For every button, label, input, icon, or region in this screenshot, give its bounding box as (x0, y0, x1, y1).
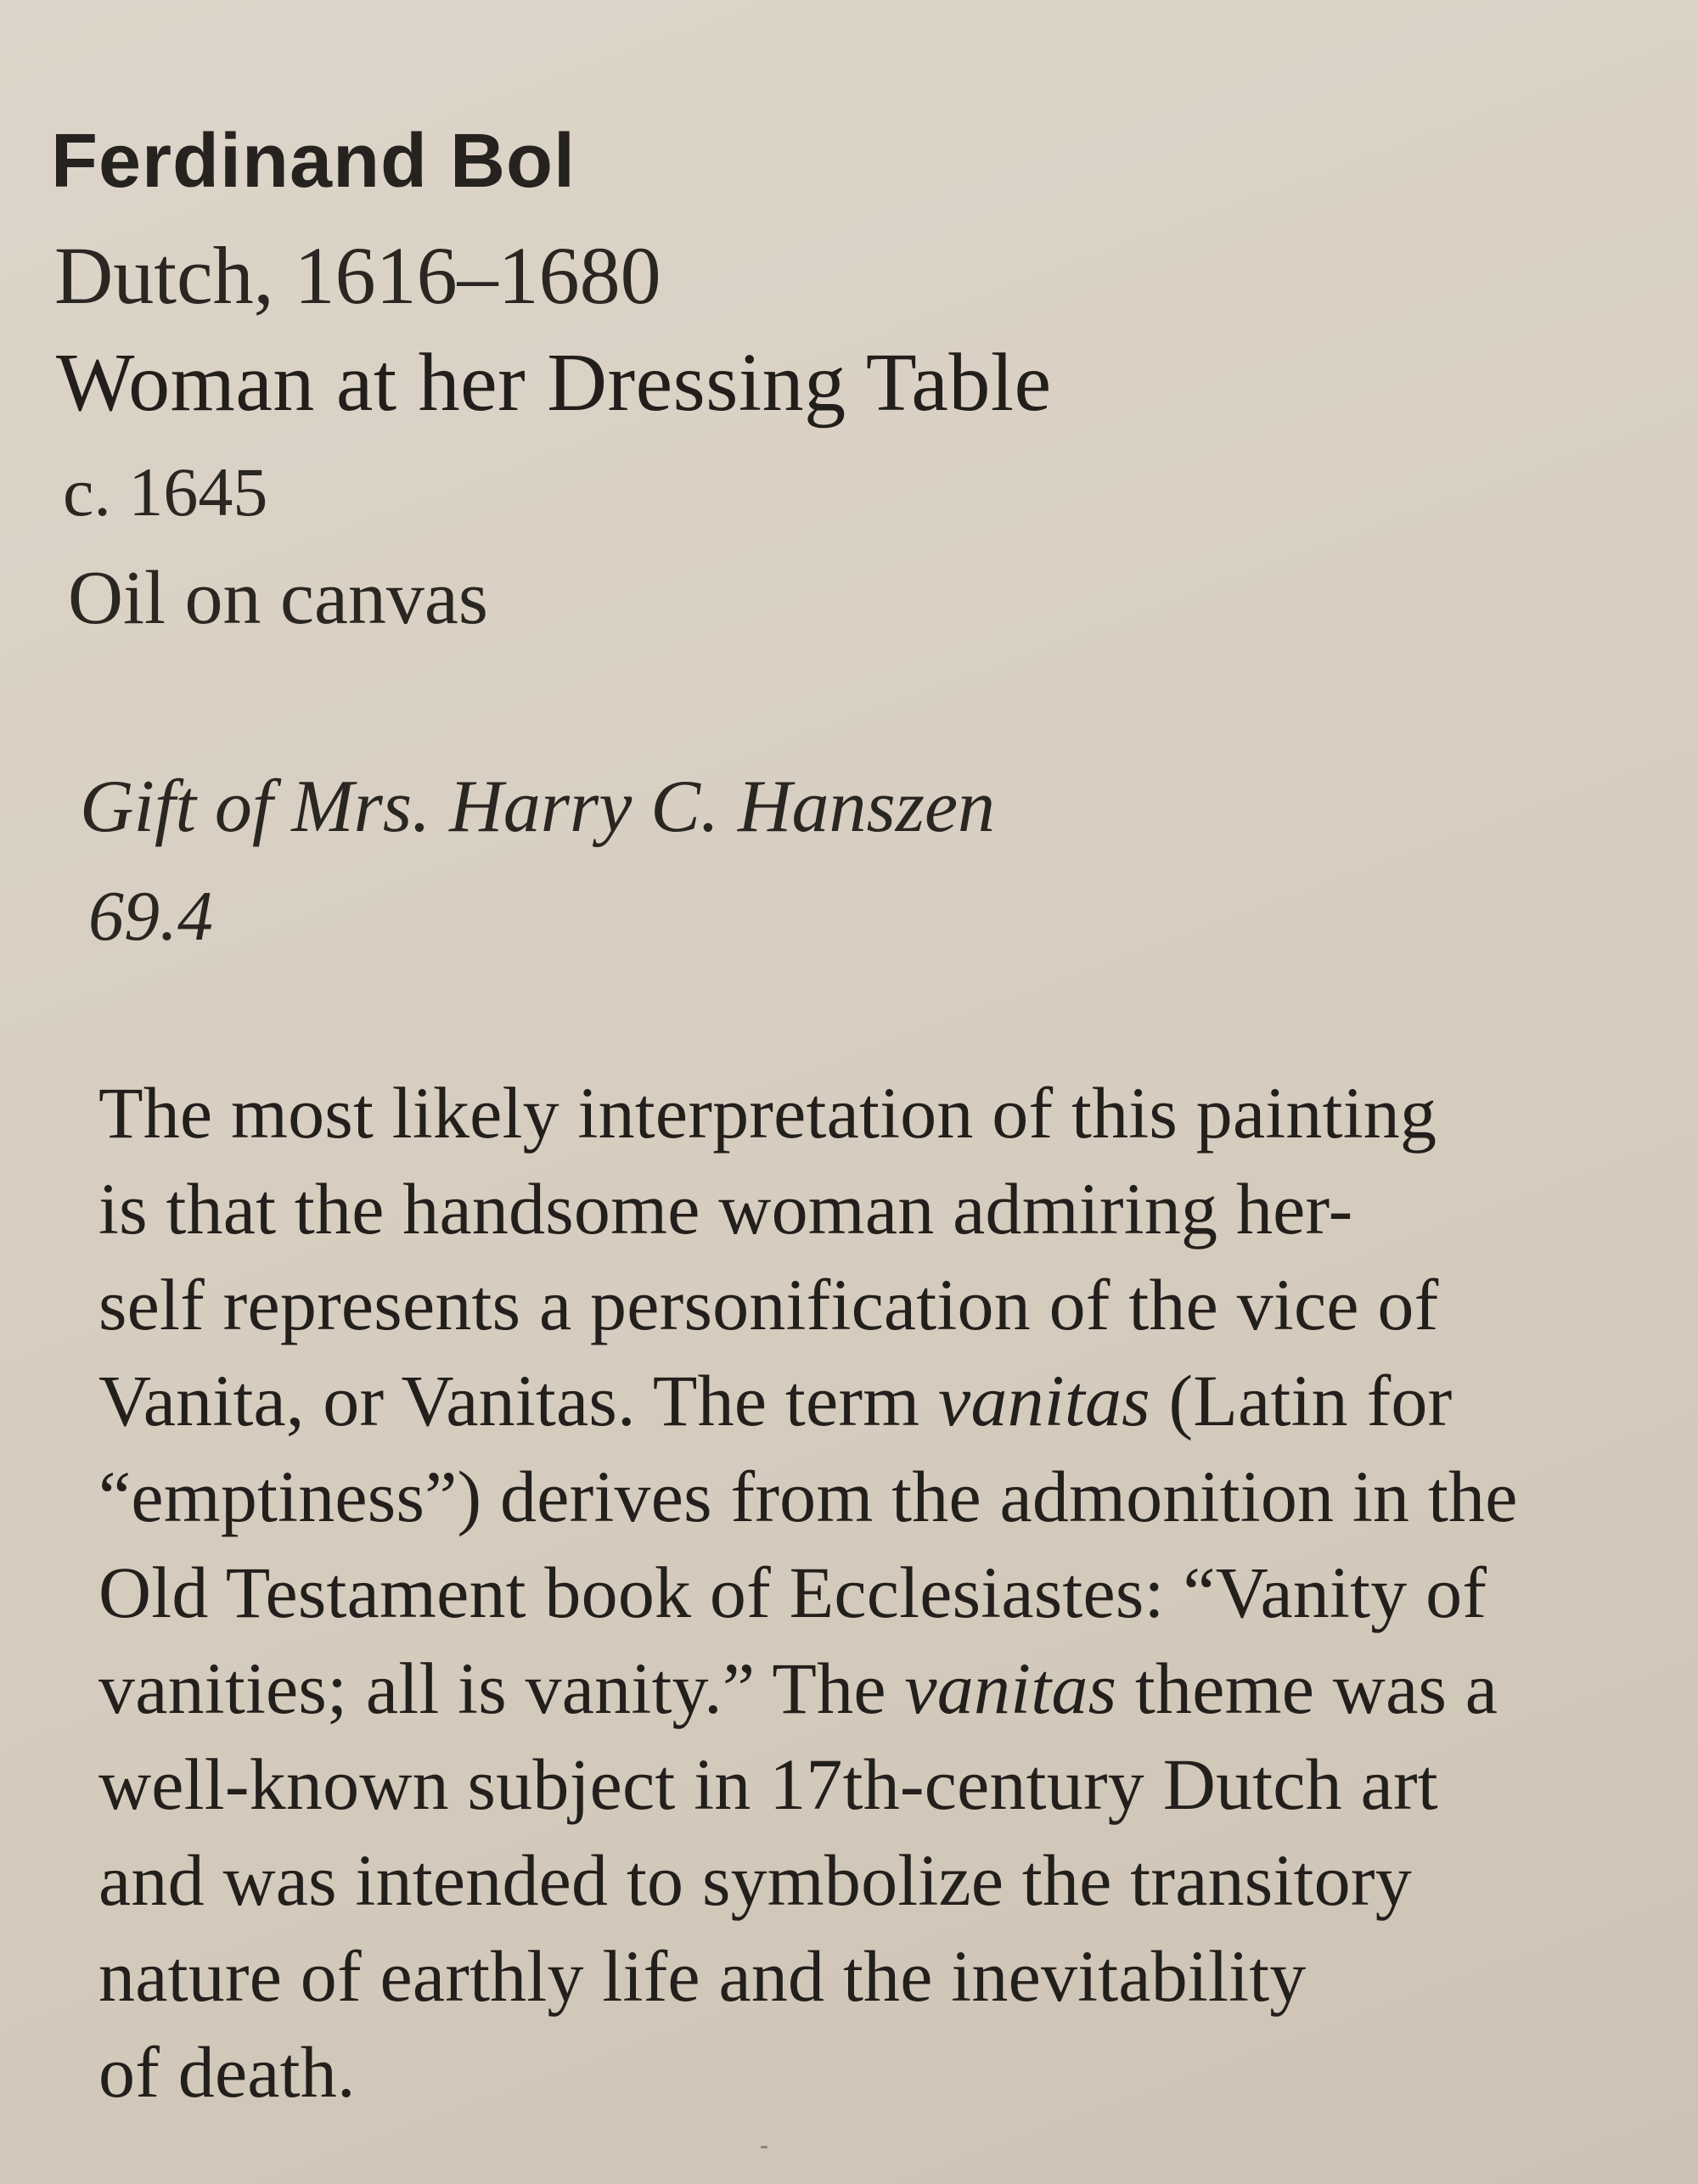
credit-line: Gift of Mrs. Harry C. Hanszen (80, 766, 996, 848)
italic-term: vanitas (904, 1648, 1117, 1729)
description-line: and was intended to symbolize the transitory (98, 1839, 1412, 1921)
artwork-title: Woman at her Dressing Table (56, 337, 1052, 429)
description-line: vanities; all is vanity.” The vanitas theme was a (98, 1648, 1498, 1729)
artist-nationality-dates: Dutch, 1616–1680 (54, 230, 661, 321)
description-line: of death. (98, 2031, 356, 2113)
description-paragraph (98, 1065, 1678, 2120)
artist-name: Ferdinand Bol (51, 119, 576, 204)
artwork-date: c. 1645 (63, 453, 268, 531)
description-line: The most likely interpretation of this painting (98, 1072, 1437, 1154)
description-line: nature of earthly life and the inevitability (98, 1935, 1307, 2017)
description-line: well-known subject in 17th-century Dutch art (98, 1743, 1438, 1825)
italic-term: vanitas (938, 1360, 1150, 1441)
description-line: self represents a personification of the vice of (98, 1264, 1439, 1345)
description-line: Vanita, or Vanitas. The term vanitas (Latin for (98, 1360, 1453, 1441)
accession-number: 69.4 (88, 877, 213, 956)
dust-speck (761, 2146, 767, 2148)
description-line: is that the handsome woman admiring her- (98, 1168, 1353, 1249)
description-line: Old Testament book of Ecclesiastes: “Vanity of (98, 1552, 1487, 1633)
description-line: “emptiness”) derives from the admonition in the (98, 1456, 1518, 1537)
artwork-medium: Oil on canvas (68, 556, 488, 640)
